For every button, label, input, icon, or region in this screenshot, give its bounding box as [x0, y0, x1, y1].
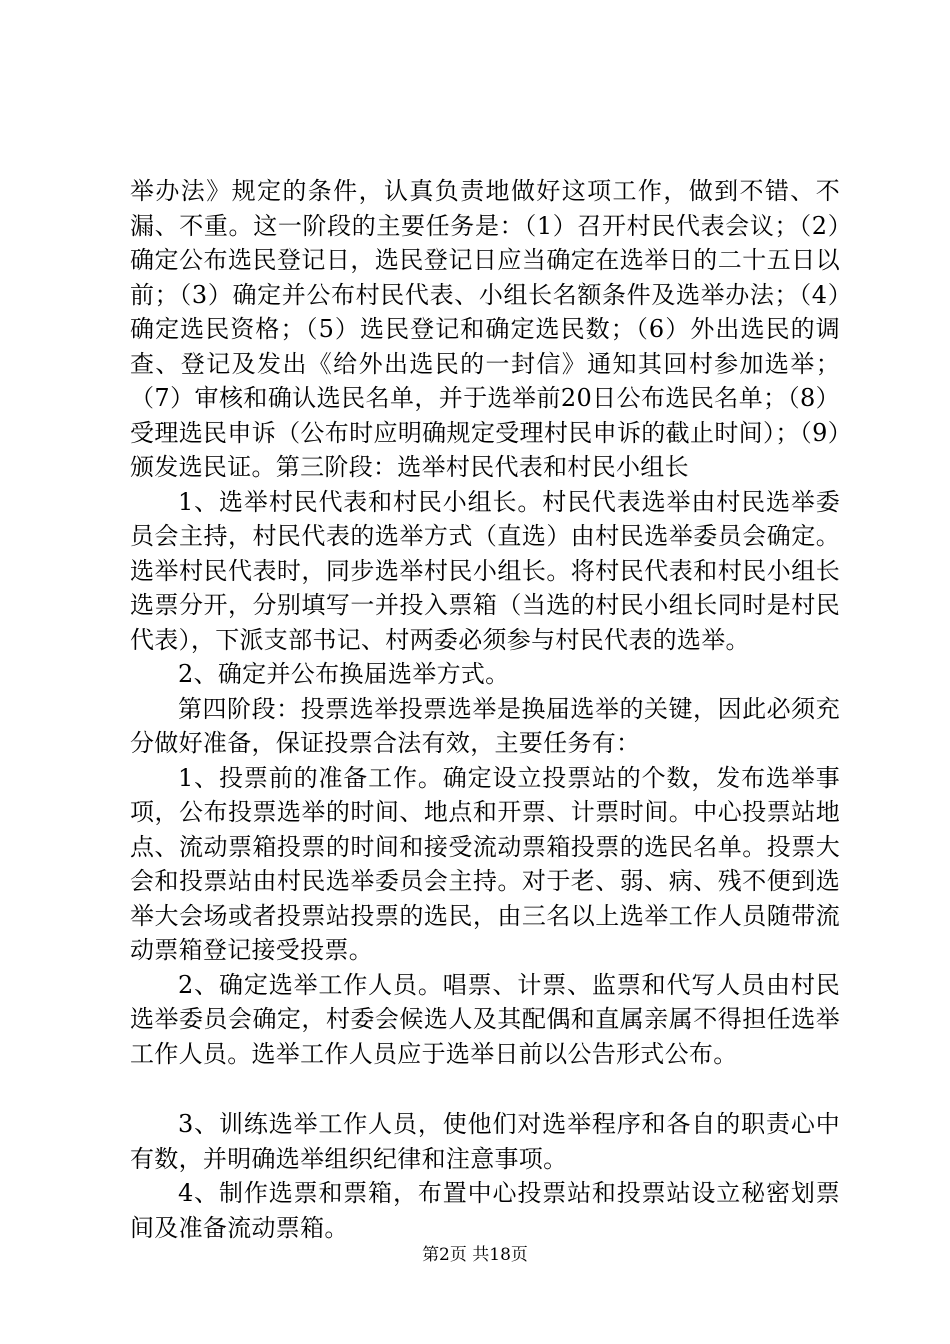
paragraph: 1、选举村民代表和村民小组长。村民代表选举由村民选举委员会主持，村民代表的选举方式（直选）由村民选举委员会确定。选举村民代表时，同步选举村民小组长。将村民代表和村民小组长选票分开，分别填写一并投入票箱（当选的村民小组长同时是村民代表），下派支部书记、村两委必须参与村民代表的选举。	[130, 487, 840, 654]
page-number-footer: 第2页 共18页	[422, 1245, 528, 1265]
paragraph: 3、训练选举工作人员，使他们对选举程序和各自的职责心中有数，并明确选举组织纪律和注意事项。	[130, 1110, 840, 1173]
paragraph: 4、制作选票和票箱，布置中心投票站和投票站设立秘密划票间及准备流动票箱。	[130, 1179, 840, 1242]
paragraph: 举办法》规定的条件，认真负责地做好这项工作，做到不错、不漏、不重。这一阶段的主要任务是：（1）召开村民代表会议；（2）确定公布选民登记日，选民登记日应当确定在选举日的二十五日以前；（3）确定并公布村民代表、小组长名额条件及选举办法；（4）确定选民资格；（5）选民登记和确定选民数；（6）外出选民的调查、登记及发出《给外出选民的一封信》通知其回村参加选举；（7）审核和确认选民名单，并于选举前20日公布选民名单；（8）受理选民申诉（公布时应明确规定受理村民申诉的截止时间）；（9）颁发选民证。第三阶段：选举村民代表和村民小组长	[130, 177, 840, 481]
document-body	[130, 174, 840, 1245]
paragraph: 1、投票前的准备工作。确定设立投票站的个数，发布选举事项，公布投票选举的时间、地点和开票、计票时间。中心投票站地点、流动票箱投票的时间和接受流动票箱投票的选民名单。投票大会和投票站由村民选举委员会主持。对于老、弱、病、残不便到选举大会场或者投票站投票的选民，由三名以上选举工作人员随带流动票箱登记接受投票。	[130, 763, 840, 964]
paragraph: 第四阶段：投票选举投票选举是换届选举的关键，因此必须充分做好准备，保证投票合法有效，主要任务有：	[130, 694, 840, 757]
paragraph: 2、确定选举工作人员。唱票、计票、监票和代写人员由村民选举委员会确定，村委会候选人及其配偶和直属亲属不得担任选举工作人员。选举工作人员应于选举日前以公告形式公布。	[130, 970, 840, 1068]
paragraph: 2、确定并公布换届选举方式。	[178, 660, 510, 688]
paragraph-gap	[130, 1071, 840, 1107]
